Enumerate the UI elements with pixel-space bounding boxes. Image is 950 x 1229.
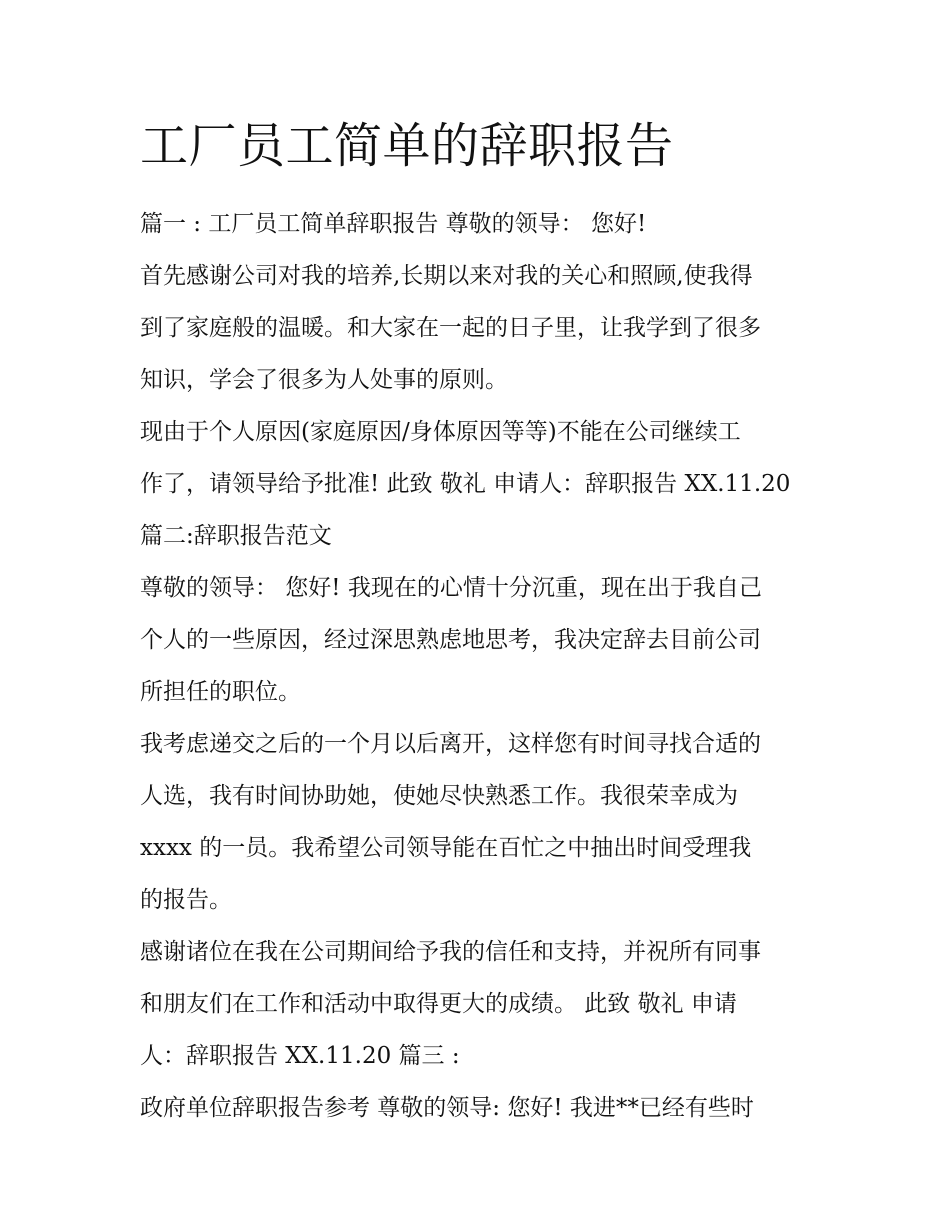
text-line: 政府单位辞职报告参考 尊敬的领导: 您好! 我进**已经有些时 <box>140 1095 754 1121</box>
text-line: 尊敬的领导： 您好! 我现在的心情十分沉重，现在出于我自己 <box>140 575 762 601</box>
text-line: 现由于个人原因(家庭原因/身体原因等等)不能在公司继续工 <box>140 419 741 445</box>
text-line: xxxx 的一员。我希望公司领导能在百忙之中抽出时间受理我 <box>140 835 752 861</box>
text-line: 感谢诸位在我在公司期间给予我的信任和支持，并祝所有同事 <box>140 939 761 965</box>
text-line: 个人的一些原因，经过深思熟虑地思考，我决定辞去目前公司 <box>140 627 761 653</box>
text-line: 人选，我有时间协助她，使她尽快熟悉工作。我很荣幸成为 <box>140 783 738 809</box>
text-line: 和朋友们在工作和活动中取得更大的成绩。 此致 敬礼 申请 <box>140 991 737 1017</box>
text-line: 的报告。 <box>140 887 232 913</box>
text-line: 人：辞职报告 XX.11.20 篇三 : <box>140 1043 460 1069</box>
text-line: 到了家庭般的温暖。和大家在一起的日子里，让我学到了很多 <box>140 315 761 341</box>
text-line: 知识，学会了很多为人处事的原则。 <box>140 367 508 393</box>
text-line: 篇二:辞职报告范文 <box>140 523 332 549</box>
text-line: 作了，请领导给予批准! 此致 敬礼 申请人：辞职报告 XX.11.20 <box>140 471 791 497</box>
document-title: 工厂员工简单的辞职报告 <box>140 118 674 174</box>
text-line: 我考虑递交之后的一个月以后离开，这样您有时间寻找合适的 <box>140 731 761 757</box>
text-line: 篇一 : 工厂员工简单辞职报告 尊敬的领导： 您好! <box>140 211 647 237</box>
document-body <box>140 198 820 1134</box>
text-line: 所担任的职位。 <box>140 679 301 705</box>
text-line: 首先感谢公司对我的培养,长期以来对我的关心和照顾,使我得 <box>140 263 753 289</box>
